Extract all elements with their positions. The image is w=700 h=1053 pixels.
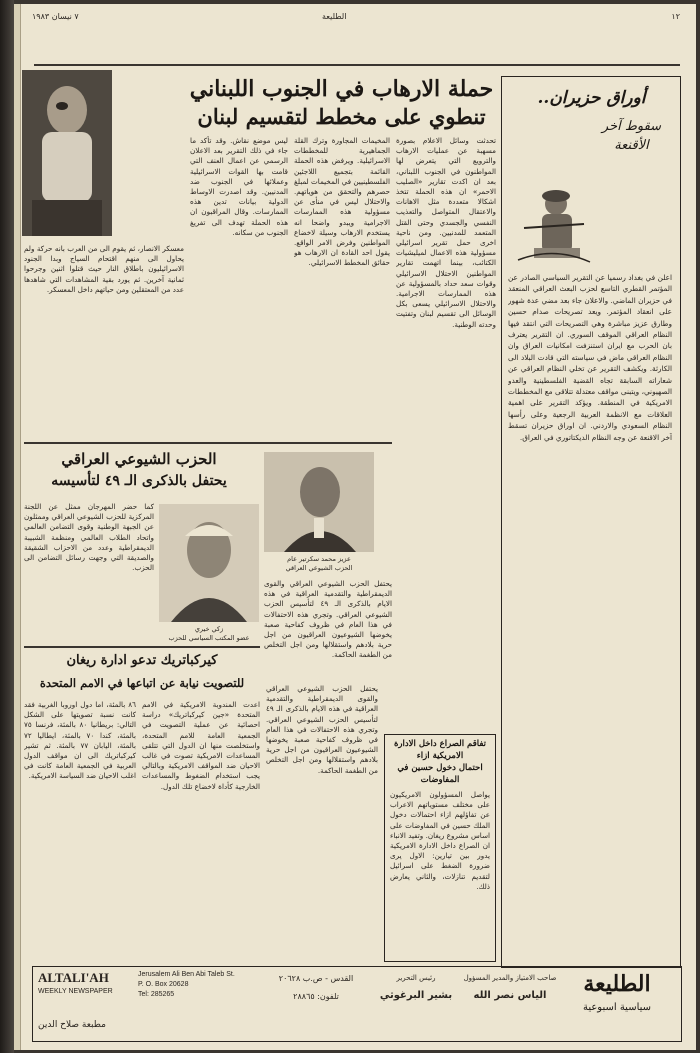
footer-logo-sub: سياسية اسبوعية [582,1002,652,1013]
main-headline-1: حملة الارهاب في الجنوب اللبناني [189,76,494,102]
en-address-line2: P. O. Box 20628 [138,981,189,988]
en-sub: WEEKLY NEWSPAPER [38,988,113,995]
chairman-label: رئيس التحرير [396,974,436,982]
footer-logo: الطليعة [583,971,651,997]
zaki-caption-2: عضو المكتب السياسي للحزب [168,634,250,642]
main-story-col4: معسكر الانصار، ثم يقوم الى من العرب بانه حركة ولم يحاول الى منهم اقتحام السياج وبدا الجنود الاسرائيليون باطلاق النار حيث قتلوا اثنين وجرحوا ثمانية آخرين. ثم يورد بقية المشاهدات التي شاهدها عدد من المعتقلين ومن حياتهم داخل المعسكر. [24,244,184,294]
zaki-caption-1: زكي خيري [194,625,224,633]
address-ar: القدس - ص.ب ٢٠٦٢٨ [278,974,354,983]
us-headline-2: للتصويت نيابة عن اتباعها في الامم المتحدة [39,676,245,690]
victim-photo [22,70,112,236]
aziz-caption-2: الحزب الشيوعي العراقي [285,564,353,572]
main-story-col1: تحدثت وسائل الاعلام بصورة مسهبة عن عمليات الارهاب والترويع التي يتعرض لها المواطنون في الجنوب اللبناني، بعد ان اكدت تقارير «الصليب الاحمر» ان هذه الحملة تتخذ اشكالا متعددة مثل الاهانات والاعتقال المتواصل والتعذيب النفسي والجسدي وحتى القتل المتعمد للمدنيين. ومن ناحية اخرى حمل تقرير اسرائيلي مسؤولية هذه الاعمال لميليشيات الكتائب، بينما اتهمت تقارير المواطنين الاحتلال الاسرائيلي وقوات سعد حداد بالمسؤولية عن هذه الممارسات الاجرامية. والاحتلال الاسرائيلي يسعى بكل الوسائل الى تقسيم لبنان وتفتيت وحدته الوطنية. [396,136,496,329]
newspaper-page [14,4,696,1050]
phone-ar: تلفون: ٢٨٨٦٥ [293,992,339,1001]
us-body-mid: ٨٦ بالمئة، اما دول اوروبا الغربية فقد كانت نسبة تصويتها على الشكل التالي: بريطانيا ٨٠ بالمئة، فرنسا ٧٥ بالمئة، كندا ٧٠ بالمئة، ايطاليا ٧٢ بالمئة، اليابان ٧٧ بالمئة. ثم تشير كيركباتريك الى ان مواقف الدول العربية في الجمعية العامة كانت في اغلب الاحيان ضد السياسة الامريكية. [24,700,136,781]
victim-photo-graphic [22,70,112,236]
us-headline-1: كيركباتريك تدعو ادارة ريغان [66,653,218,668]
previous-page-edge [14,4,21,1050]
aziz-caption-1: عزيز محمد سكرتير عام [287,555,351,563]
sidebar-subtitle-1: سقوط آخر [601,119,662,134]
frame-headline-2: احتمال دخول حسين في المفاوضات [397,763,483,785]
page-number: ١٢ [671,12,680,21]
english-address [138,970,262,1000]
main-story-col3: ليس موضع نقاش. وقد تأكد ما جاء في ذلك التقرير بعد الاعلان الرسمي عن اعمال العنف التي قامت بها القوات الاسرائيلية وعملائها في الجنوب ضد المدنيين. وقد اصدرت الاوساط الدولية بيانات تدين هذه الممارسات. وقال المراقبون ان هذه الحملة تهدف الى تفريغ الجنوب من سكانه. [190,136,288,237]
iraqi-cp-headline-1: الحزب الشيوعي العراقي [61,450,217,468]
aziz-mohammed-portrait [264,452,374,552]
editor-name: الياس نصر الله [473,990,547,1001]
sidebar-title: أوراق حزيران.. [537,88,646,108]
frame-story-body: يواصل المسؤولون الامريكيون على مختلف مستوياتهم الاعراب عن تفاؤلهم ازاء احتمالات دخول الملك حسين في المفاوضات على اساس مشروع ريغان. وتفيد الانباء ان الصراع داخل الادارة الامريكية يدور بين تيارين: الاول يرى ضرورة الضغط على اسرائيل لتقديم تنازلات، والثاني يعارض ذلك. [390,790,490,891]
sidebar-body: اعلن في بغداد رسميا عن التقرير السياسي الصادر عن المؤتمر القطري التاسع لحزب البعث العراقي المنعقد في حزيران الماضي. والاعلان جاء بعد مضي عدة شهور على انعقاد المؤتمر. ويعد تصريحات صدام حسين وطارق عزيز مباشرة وهي التصريحات التي انتقد فيها النظام العراقي الموقف السوري. ان التقرير يعترف بان الحرب مع ايران استنزفت امكانيات العراق وان النظام العراقي ماض في سياسته التي قادت البلاد الى الكارثة. ويكشف التقرير عن تخلي النظام العراقي عن شعاراته السابقة تجاه القضية الفلسطينية والعدو الصهيوني، ويتبنى مواقف معتدلة تتلاقى مع المخططات الامريكية في المنطقة. ويؤكد التقرير على اهمية العلاقات مع الانظمة العربية الرجعية وعلى رأسها النظام السعودي والاردني. ان اوراق حزيران تسقط آخر الاقنعة عن وجه النظام الديكتاتوري في العراق. [508,273,672,442]
aziz-mohammed-photo [264,452,374,552]
en-tel: Tel: 285265 [138,991,175,998]
sidebar-subtitle-2: الأقنعة [614,138,649,153]
cartoon-soldier-illustration [514,116,594,266]
issue-date: ٧ نيسان ١٩٨٣ [32,12,79,21]
iraqi-cp-continued: يحتفل الحزب الشيوعي العراقي والقوى الديمقراطية والتقدمية العراقية في هذه الايام بالذكرى الـ ٤٩ لتأسيس الحزب الشيوعي العراقي. وتجري هذه الاحتفالات في هذا العام في ظروف كفاحية صعبة يخوضها الشيوعيون العراقيون من اجل حرية بلادهم واستقلالها ومن اجل التخلص من الطغمة الحاكمة. [266,684,378,775]
binding-spine [0,0,14,1053]
page-header [32,12,682,64]
editor-label: صاحب الامتياز والمدير المسؤول [463,974,557,982]
zaki-khairi-photo [159,504,259,622]
zaki-khairi-portrait [159,504,259,622]
en-logo: ALTALI'AH [38,970,109,985]
main-headline-2: تنطوي على مخطط لتقسيم لبنان [197,104,486,129]
iraqi-cp-headline-2: يحتفل بالذكرى الـ ٤٩ لتأسيسه [51,473,227,489]
section-rule-1 [24,442,392,444]
section-rule-2 [24,646,260,648]
iraqi-cp-body-right: يحتفل الحزب الشيوعي العراقي والقوى الديمقراطية والتقدمية العراقية في هذه الايام بالذكرى الـ ٤٩ لتأسيس الحزب الشيوعي العراقي. وتجري هذه الاحتفالات في هذا العام في ظروف كفاحية صعبة يخوضها الشيوعيون العراقيون من اجل حرية بلادهم واستقلالها ومن اجل التخلص من الطغمة الحاكمة. [264,579,392,660]
us-body-right: اعدت المندوبة الامريكية في الامم المتحدة «جين كيركباتريك» دراسة احصائية عن عملية التصويت في الجمعية العامة للامم المتحدة، واستخلصت منها ان الدول التي تتلقى المساعدات الامريكية تصوت في غالب الاحيان ضد المواقف الامريكية وبالتالي يجب استخدام الضغوط والمساعدات الخارجية كأداة لاخضاع تلك الدول. [142,700,260,791]
en-address-line1: Jerusalem Ali Ben Abi Taleb St. [138,971,235,978]
iraqi-cp-body-mid: كما حضر المهرجان ممثل عن اللجنة المركزية للحزب الشيوعي العراقي وممثلون عن الجبهة الوطنية وقوى التضامن العالمي واتحاد الطلاب العالمي ومنظمة الشبيبة الديمقراطية وعدد من الاحزاب الشقيقة والصديقة التي وجهت رسائل التضامن الى الحزب. [24,502,154,573]
printer-name: مطبعة صلاح الدين [38,1020,106,1030]
section-label: الطليعة [322,12,347,21]
frame-headline-1: تفاقم الصراع داخل الادارة الامريكية ازاء [393,739,487,761]
main-story-col2: المخيمات المجاورة وترك القلة الجماهيرية للمخططات الاسرائيلية. ويرفض هذه الحملة القائمة بتجميع اللاجئين الفلسطينيين في المخيمات لمبلغ حصرهم والتحقق من هوياتهم. والاحتلال ليس في منأى عن مسؤولية هذه الممارسات الاجرامية ويبدو واضحا انه يستخدم الارهاب وسيلة لاخضاع المواطنين وفرض الامر الواقع. يقول احد القادة ان الارهاب هو حقائق المخطط الاسرائيلي. [294,136,390,268]
chairman-name: بشير البرغوثي [379,990,453,1001]
header-rule [34,64,680,66]
